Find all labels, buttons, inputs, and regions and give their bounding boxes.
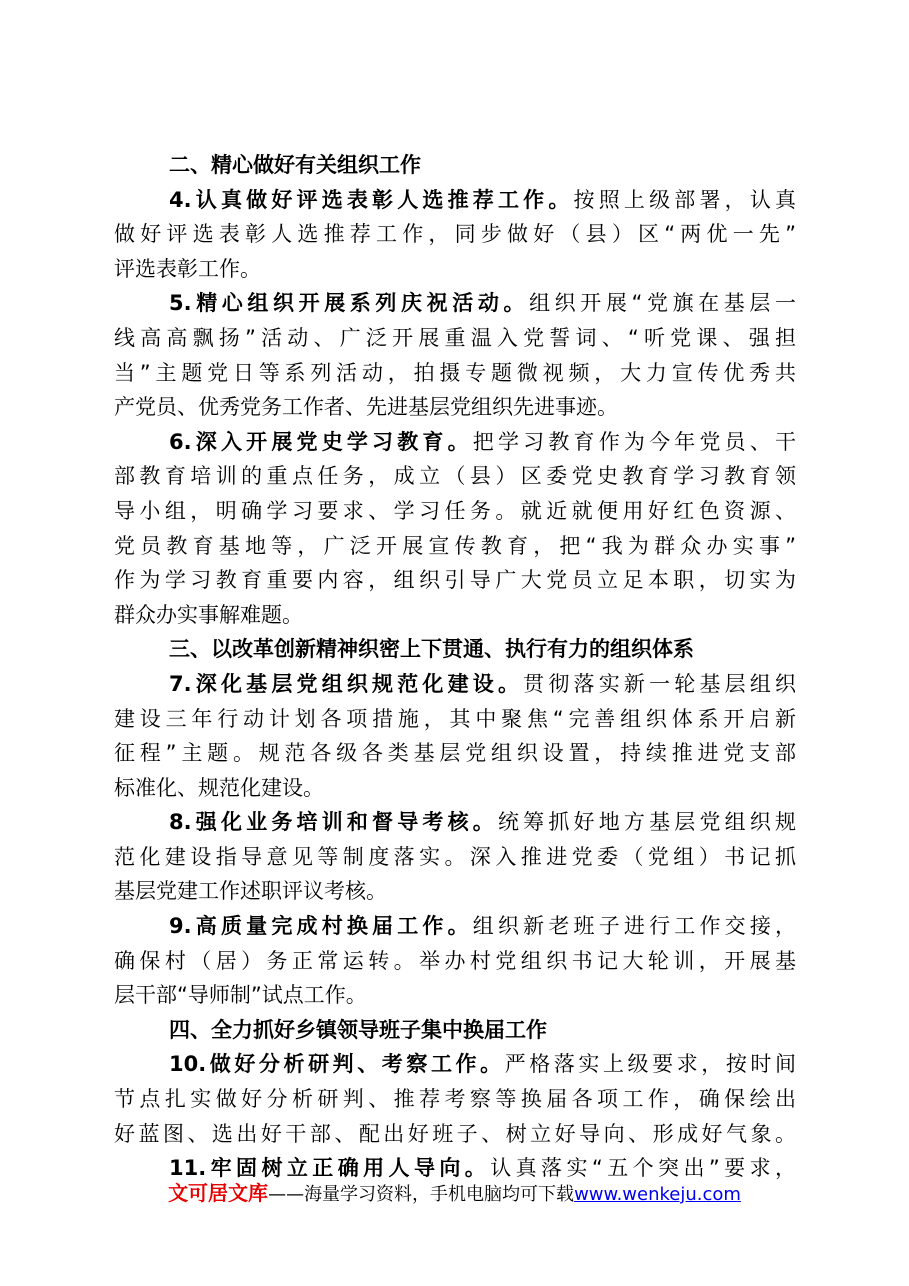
paragraph-line: 党员教育基地等，广泛开展宣传教育，把“我为群众办实事”: [114, 533, 796, 558]
paragraph-last-line: 层干部“导师制”试点工作。: [114, 983, 367, 1008]
paragraph-line: 节点扎实做好分析研判、推荐考察等换届各项工作，确保绘出: [114, 1087, 796, 1112]
paragraph-line: 导小组，明确学习要求、学习任务。就近就便用好红色资源、: [114, 498, 796, 523]
paragraph-last-line: 评选表彰工作。: [114, 256, 261, 281]
item-title: 10.做好分析研判、考察工作。: [169, 1052, 505, 1077]
paragraph-line: 当”主题党日等系列活动，拍摄专题微视频，大力宣传优秀共: [114, 360, 796, 385]
paragraph-line: 确保村（居）务正常运转。举办村党组织书记大轮训，开展基: [114, 948, 796, 973]
paragraph-line: 范化建设指导意见等制度落实。深入推进党委（党组）书记抓: [114, 844, 796, 869]
paragraph-first-line: [114, 805, 796, 840]
paragraph-last-line: 产党员、优秀党务工作者、先进基层党组织先进事迹。: [114, 395, 618, 420]
section-heading: 四、全力抓好乡镇领导班子集中换届工作: [169, 1017, 547, 1042]
page-footer: [0, 1179, 909, 1209]
paragraph-first-line: [114, 183, 796, 218]
section-heading: 二、精心做好有关组织工作: [169, 153, 421, 177]
paragraph-first-line: [114, 909, 796, 944]
paragraph-line: 部教育培训的重点任务，成立（县）区委党史教育学习教育领: [114, 464, 796, 489]
paragraph-line: 线高高飘扬”活动、广泛开展重温入党誓词、“听党课、强担: [114, 325, 796, 350]
paragraph-first-line: [114, 286, 796, 321]
item-text: 按照上级部署，认真: [573, 187, 796, 212]
item-title: 11.牢固树立正确用人导向。: [169, 1156, 491, 1181]
paragraph-line: 征程”主题。规范各级各类基层党组织设置，持续推进党支部: [114, 741, 796, 766]
paragraph-first-line: [114, 425, 796, 460]
paragraph-first-line: [114, 1047, 796, 1082]
item-title: 8.强化业务培训和督导考核。: [169, 810, 498, 835]
item-title: 9.高质量完成村换届工作。: [169, 914, 473, 939]
item-title: 7.深化基层党组织规范化建设。: [169, 671, 524, 696]
item-text: 认真落实“五个突出”要求，: [490, 1156, 796, 1181]
document-body: [114, 148, 796, 1186]
item-text: 组织新老班子进行工作交接，: [472, 914, 796, 939]
item-title: 4.认真做好评选表彰人选推荐工作。: [169, 187, 574, 212]
paragraph-last-line: 标准化、规范化建设。: [114, 775, 324, 800]
item-text: 贯彻落实新一轮基层组织: [523, 671, 797, 696]
paragraph-first-line: [114, 667, 796, 702]
footer-brand: 文可居文库: [168, 1181, 269, 1205]
item-text: 严格落实上级要求，按时间: [504, 1052, 797, 1077]
item-text: 统筹抓好地方基层党组织规: [497, 810, 797, 835]
item-text: 把学习教育作为今年党员、干: [472, 429, 796, 454]
footer-slogan: ——海量学习资料，手机电脑均可下载: [268, 1184, 575, 1205]
paragraph-last-line: 群众办实事解难题。: [114, 602, 303, 627]
paragraph-line: 建设三年行动计划各项措施，其中聚焦“完善组织体系开启新: [114, 706, 796, 731]
paragraph-line: 作为学习教育重要内容，组织引导广大党员立足本职，切实为: [114, 568, 796, 593]
section-heading: 三、以改革创新精神织密上下贯通、执行有力的组织体系: [169, 637, 694, 662]
paragraph-line: 做好评选表彰人选推荐工作，同步做好（县）区“两优一先”: [114, 222, 796, 247]
item-title: 5.精心组织开展系列庆祝活动。: [169, 291, 530, 316]
item-title: 6.深入开展党史学习教育。: [169, 429, 473, 454]
paragraph-last-line: 基层党建工作述职评议考核。: [114, 879, 387, 904]
item-text: 组织开展“党旗在基层一: [529, 291, 796, 316]
paragraph-line: 好蓝图、选出好干部、配出好班子、树立好导向、形成好气象。: [114, 1121, 796, 1146]
footer-link[interactable]: www.wenkeju.com: [574, 1184, 741, 1205]
